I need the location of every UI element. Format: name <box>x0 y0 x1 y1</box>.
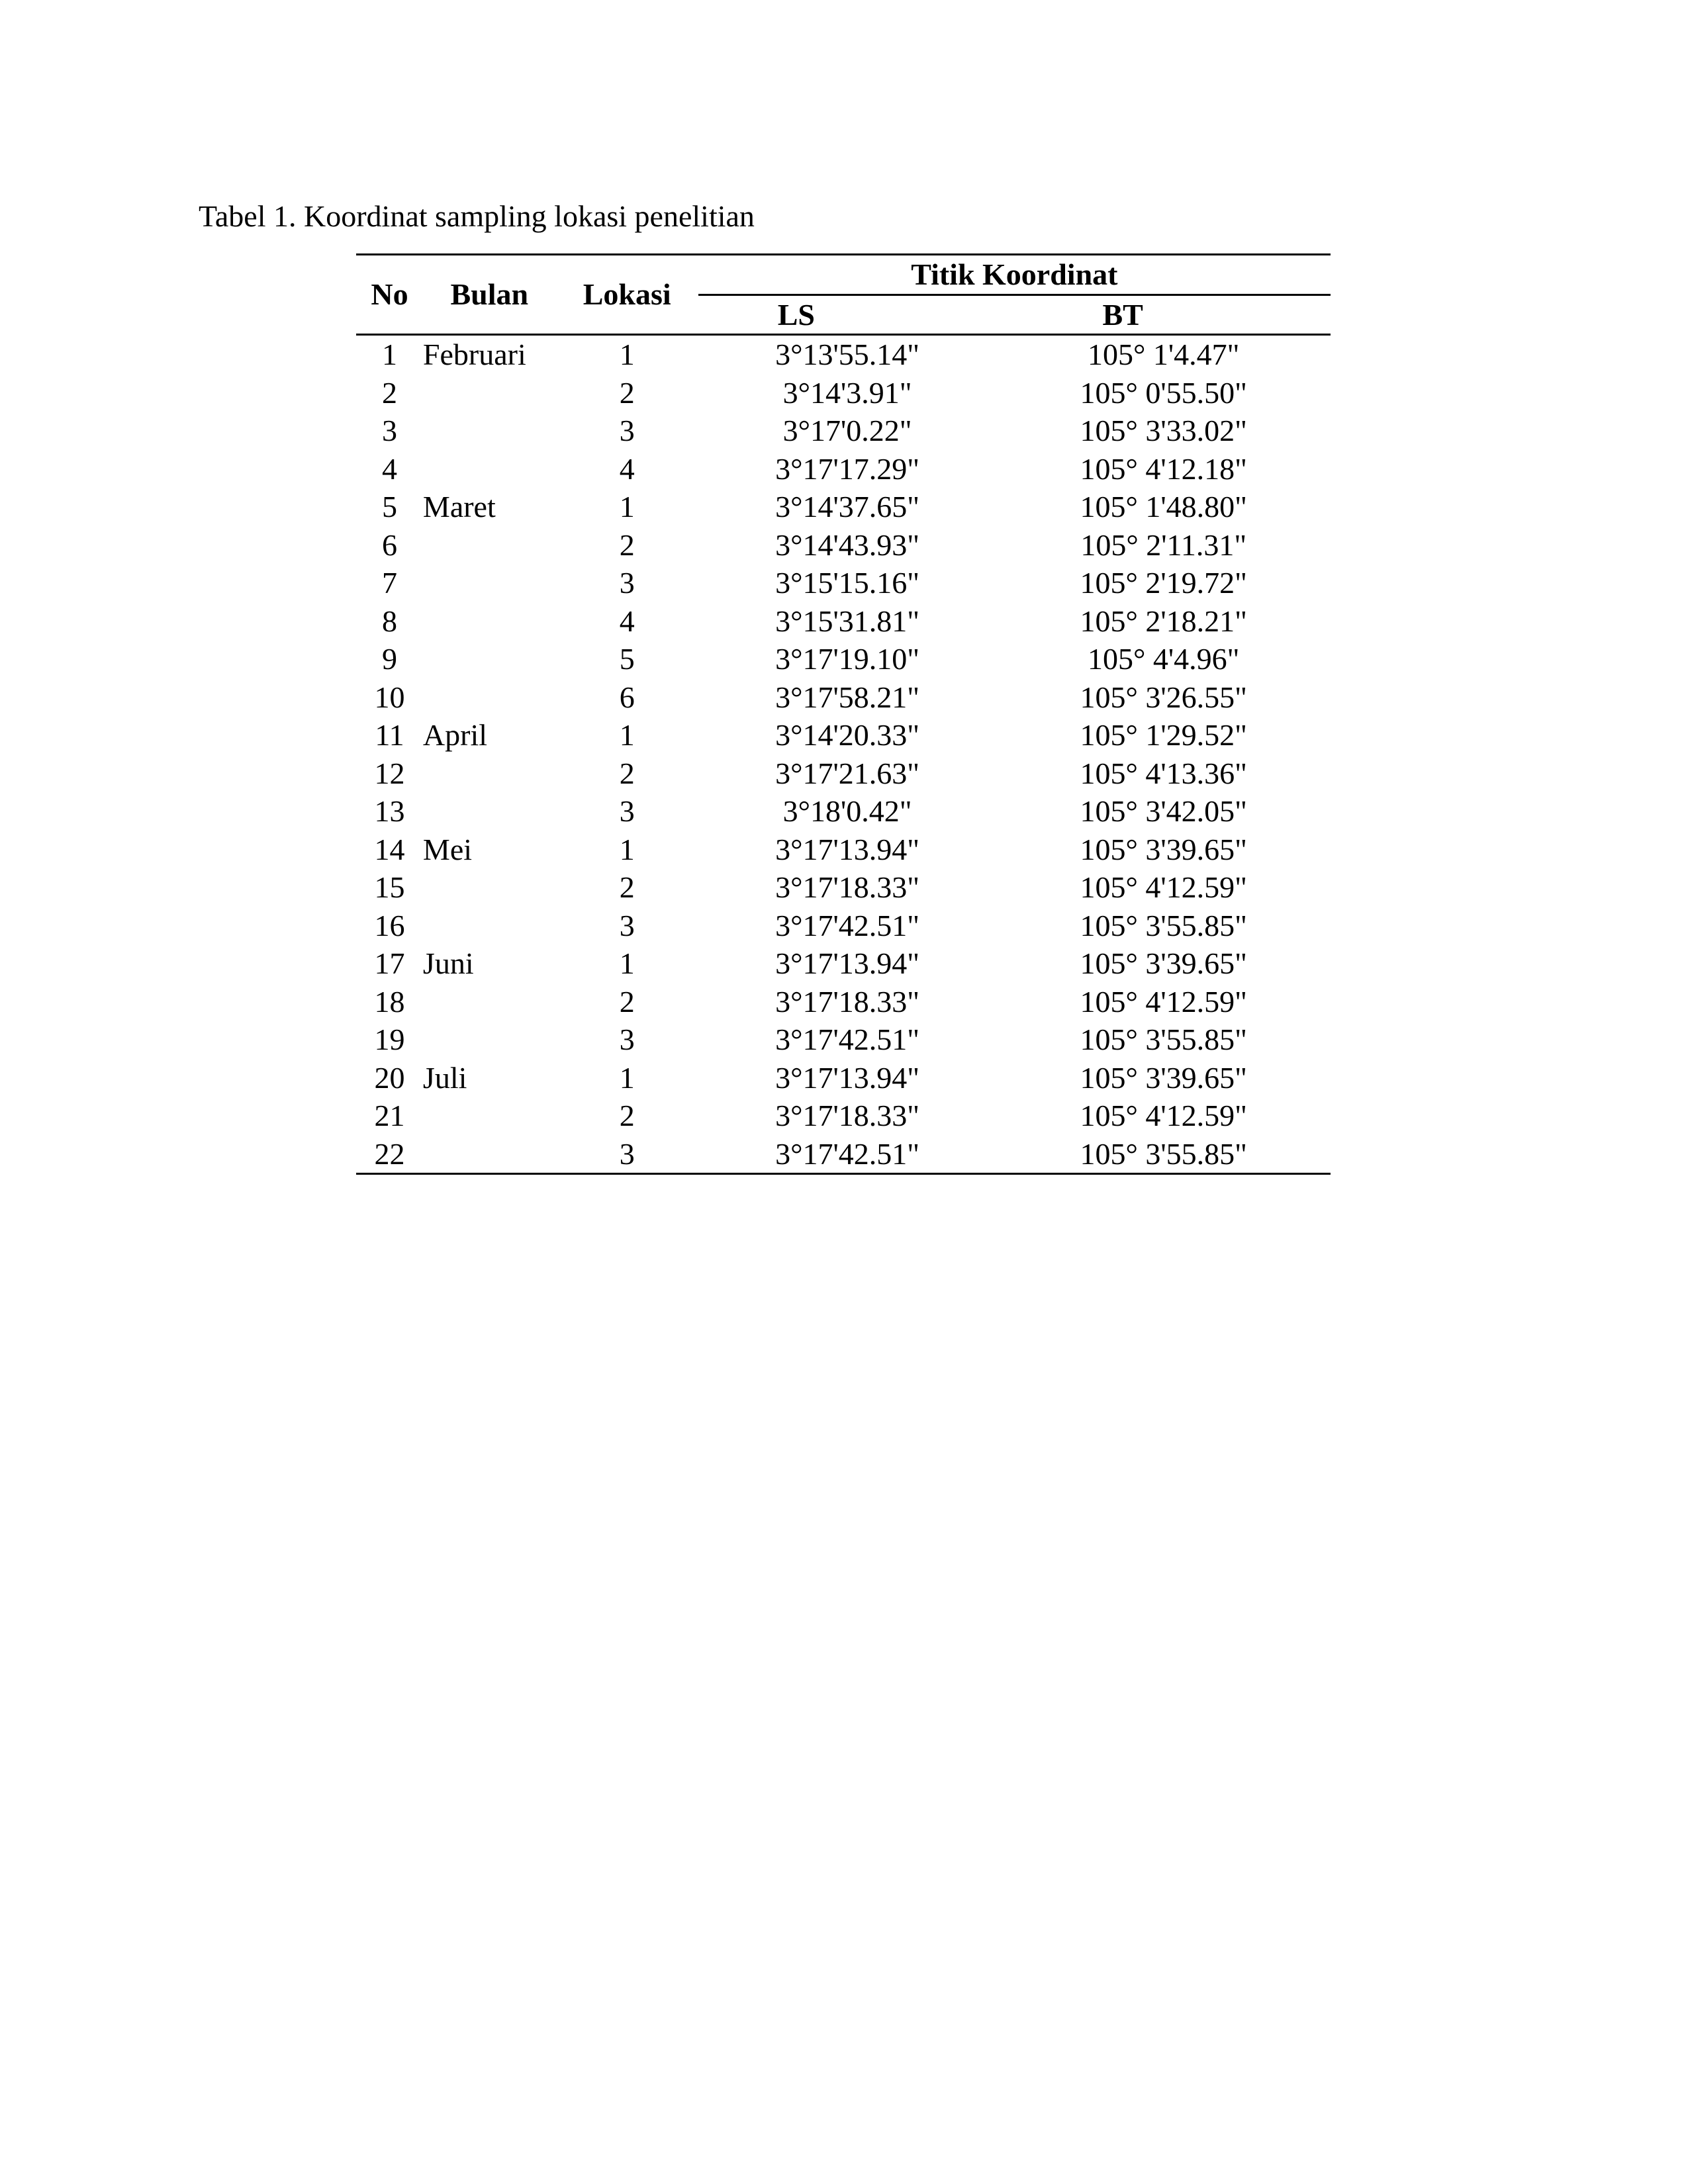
cell-bulan <box>423 754 556 793</box>
cell-no: 15 <box>374 870 405 904</box>
cell-bt: 105° 4'12.59" <box>1080 870 1247 904</box>
cell-ls: 3°17'17.29" <box>775 451 920 486</box>
cell-bt: 105° 0'55.50" <box>1080 375 1247 410</box>
cell-bulan: Juli <box>422 1060 467 1095</box>
table-row <box>356 1135 1331 1174</box>
cell-bulan <box>423 1021 556 1059</box>
cell-lokasi: 3 <box>619 908 635 942</box>
header-bulan: Bulan <box>423 255 556 335</box>
cell-bulan <box>423 868 556 907</box>
cell-lokasi: 1 <box>619 338 635 371</box>
table-body <box>356 335 1331 1174</box>
table-row <box>356 1097 1331 1135</box>
cell-bt: 105° 2'18.21" <box>1080 604 1247 638</box>
cell-lokasi: 3 <box>619 794 635 828</box>
table-row <box>356 1021 1331 1059</box>
cell-ls: 3°15'31.81" <box>775 604 920 638</box>
cell-no: 10 <box>374 680 405 714</box>
cell-lokasi: 1 <box>619 490 635 523</box>
cell-bulan <box>423 374 556 412</box>
table-row <box>356 678 1331 717</box>
cell-bt: 105° 3'26.55" <box>1080 680 1247 714</box>
cell-bt: 105° 4'4.96" <box>1087 642 1240 676</box>
cell-bulan <box>423 602 556 641</box>
cell-lokasi: 2 <box>619 870 635 904</box>
cell-lokasi: 2 <box>619 375 635 410</box>
table-row <box>356 374 1331 412</box>
cell-lokasi: 5 <box>619 642 635 676</box>
cell-ls: 3°17'42.51" <box>775 1023 920 1056</box>
coordinates-table <box>356 253 1331 1175</box>
cell-no: 4 <box>381 451 397 486</box>
cell-lokasi: 4 <box>619 604 635 638</box>
cell-bulan: Juni <box>422 946 474 980</box>
table-header <box>356 255 1331 335</box>
table-row <box>356 716 1331 754</box>
table-row <box>356 1059 1331 1097</box>
header-titik-koordinat: Titik Koordinat <box>698 255 1331 295</box>
cell-bt: 105° 2'11.31" <box>1080 527 1247 562</box>
cell-no: 21 <box>374 1099 405 1132</box>
cell-lokasi: 3 <box>619 566 635 600</box>
cell-no: 17 <box>374 946 405 980</box>
cell-ls: 3°17'13.94" <box>775 1060 920 1095</box>
header-ls: LS <box>698 295 997 335</box>
table-row <box>356 488 1331 526</box>
cell-lokasi: 1 <box>619 832 635 866</box>
cell-no: 14 <box>374 832 405 866</box>
cell-ls: 3°18'0.42" <box>782 794 912 828</box>
cell-bulan <box>423 678 556 717</box>
cell-no: 22 <box>356 1135 423 1174</box>
cell-bt: 105° 4'12.59" <box>1080 1099 1247 1132</box>
cell-ls: 3°14'43.93" <box>775 527 920 562</box>
table-row <box>356 868 1331 907</box>
cell-no: 18 <box>374 984 405 1019</box>
cell-bt: 105° 1'48.80" <box>1080 490 1247 523</box>
cell-ls: 3°13'55.14" <box>775 338 920 371</box>
cell-ls: 3°17'21.63" <box>775 756 920 790</box>
cell-lokasi: 1 <box>619 946 635 980</box>
cell-no: 1 <box>381 338 397 371</box>
cell-ls: 3°17'13.94" <box>775 946 920 980</box>
cell-ls: 3°14'37.65" <box>775 490 920 523</box>
cell-ls: 3°17'18.33" <box>775 870 920 904</box>
cell-no: 7 <box>381 566 397 600</box>
cell-ls: 3°17'42.51" <box>698 1135 997 1174</box>
cell-lokasi: 2 <box>619 756 635 790</box>
cell-bulan <box>423 907 556 945</box>
header-bt: BT <box>996 295 1331 335</box>
cell-ls: 3°17'42.51" <box>775 908 920 942</box>
table-row <box>356 526 1331 565</box>
cell-bt: 105° 3'33.02" <box>1080 414 1247 447</box>
table-row <box>356 450 1331 488</box>
cell-lokasi: 1 <box>619 1060 635 1095</box>
cell-bulan: Mei <box>422 832 473 866</box>
cell-bulan: Maret <box>422 490 496 523</box>
cell-lokasi: 2 <box>619 984 635 1019</box>
table-row <box>356 412 1331 450</box>
cell-bulan <box>423 983 556 1021</box>
cell-bt: 105° 4'12.59" <box>1080 984 1247 1019</box>
cell-bulan <box>423 450 556 488</box>
cell-lokasi: 1 <box>619 718 635 752</box>
cell-ls: 3°17'13.94" <box>775 832 920 866</box>
cell-bt: 105° 3'55.85" <box>1080 908 1247 942</box>
cell-bt: 105° 1'29.52" <box>1080 718 1247 752</box>
cell-bt: 105° 4'13.36" <box>1080 756 1247 790</box>
cell-lokasi: 2 <box>619 1099 635 1132</box>
cell-no: 19 <box>374 1023 405 1056</box>
cell-no: 9 <box>381 642 397 676</box>
cell-bulan: Februari <box>422 338 526 371</box>
table-row <box>356 792 1331 831</box>
cell-bt: 105° 3'39.65" <box>1080 946 1247 980</box>
table-row <box>356 640 1331 678</box>
cell-lokasi: 3 <box>619 1023 635 1056</box>
cell-no: 6 <box>381 527 397 562</box>
cell-lokasi: 3 <box>556 1135 698 1174</box>
cell-lokasi: 6 <box>619 680 635 714</box>
cell-no: 12 <box>374 756 405 790</box>
table-row <box>356 335 1331 374</box>
cell-no: 11 <box>375 718 404 752</box>
cell-lokasi: 4 <box>619 451 635 486</box>
cell-ls: 3°17'0.22" <box>782 414 912 447</box>
table-row <box>356 944 1331 983</box>
cell-bt: 105° 4'12.18" <box>1080 451 1247 486</box>
cell-bulan: April <box>422 718 488 752</box>
table-row <box>356 907 1331 945</box>
cell-ls: 3°14'3.91" <box>782 375 912 410</box>
cell-no: 5 <box>381 490 397 523</box>
cell-bt: 105° 1'4.47" <box>1087 338 1240 371</box>
table-row <box>356 831 1331 869</box>
cell-ls: 3°17'18.33" <box>775 1099 920 1132</box>
table-row <box>356 754 1331 793</box>
cell-ls: 3°14'20.33" <box>775 718 920 752</box>
table-row <box>356 983 1331 1021</box>
cell-no: 16 <box>374 908 405 942</box>
cell-bulan <box>423 564 556 602</box>
table-row <box>356 602 1331 641</box>
cell-bt: 105° 3'55.85" <box>996 1135 1331 1174</box>
cell-bulan <box>423 526 556 565</box>
cell-no: 20 <box>374 1060 405 1095</box>
cell-ls: 3°17'19.10" <box>775 642 920 676</box>
cell-ls: 3°15'15.16" <box>775 566 920 600</box>
cell-bulan <box>423 1135 556 1174</box>
table-caption: Tabel 1. Koordinat sampling lokasi penelitian <box>199 199 755 233</box>
cell-no: 13 <box>374 794 405 828</box>
cell-no: 3 <box>381 414 397 447</box>
cell-bulan <box>423 412 556 450</box>
cell-bt: 105° 3'39.65" <box>1080 832 1247 866</box>
cell-no: 2 <box>381 375 397 410</box>
header-no: No <box>356 255 423 335</box>
cell-lokasi: 2 <box>619 527 635 562</box>
table-row <box>356 564 1331 602</box>
cell-bulan <box>423 640 556 678</box>
cell-bulan <box>423 1097 556 1135</box>
header-lokasi: Lokasi <box>556 255 698 335</box>
cell-no: 8 <box>381 604 397 638</box>
cell-bulan <box>423 792 556 831</box>
cell-bt: 105° 3'55.85" <box>1080 1023 1247 1056</box>
cell-bt: 105° 3'39.65" <box>1080 1060 1247 1095</box>
cell-bt: 105° 2'19.72" <box>1080 566 1247 600</box>
cell-lokasi: 3 <box>619 414 635 447</box>
cell-ls: 3°17'58.21" <box>775 680 920 714</box>
cell-bt: 105° 3'42.05" <box>1080 794 1247 828</box>
cell-ls: 3°17'18.33" <box>775 984 920 1019</box>
